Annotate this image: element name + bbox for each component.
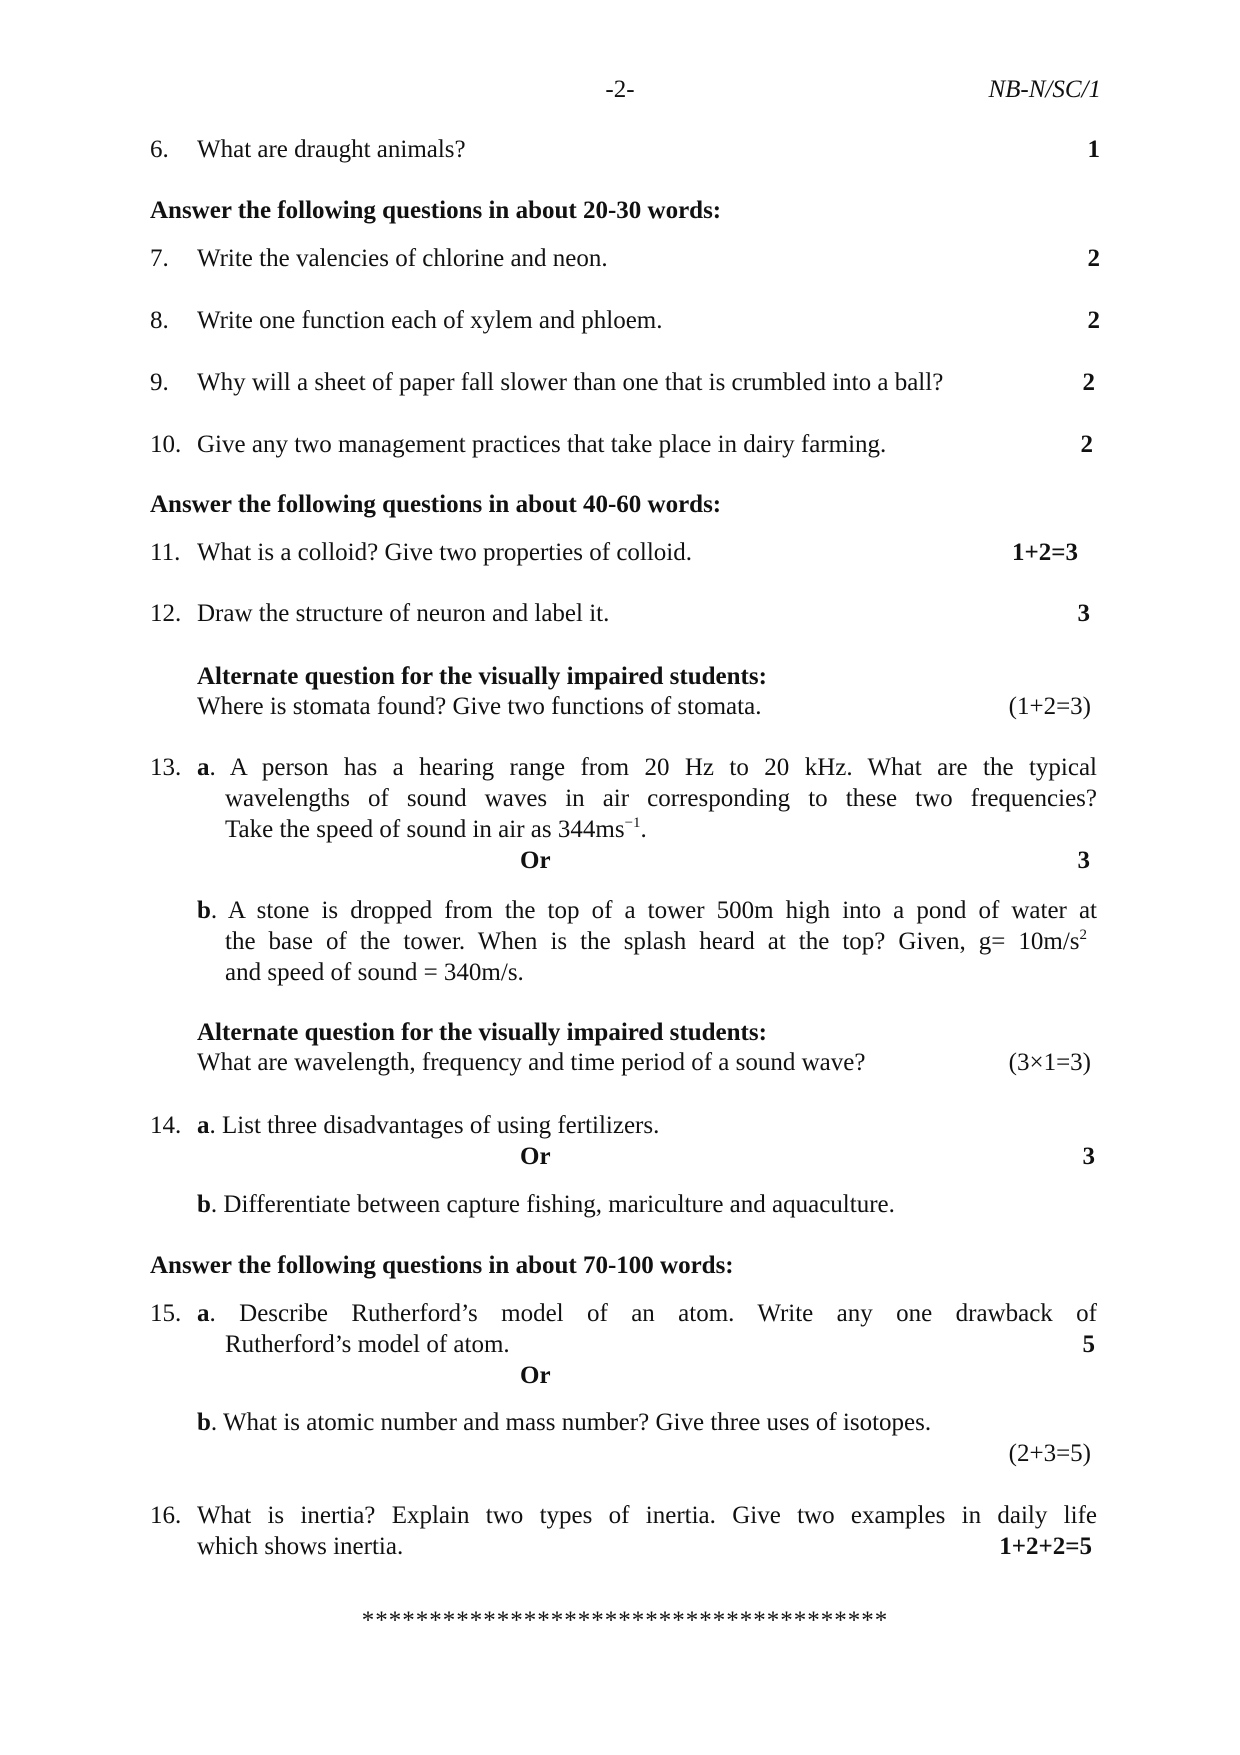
q11-text: What is a colloid? Give two properties of colloid.: [197, 539, 693, 566]
q15a-line1: a. Describe Rutherford’s model of an atom. Write any one drawback of: [197, 1300, 1097, 1327]
q13a-label: a: [197, 754, 210, 781]
q6-number: 6.: [150, 136, 169, 163]
q13a-line2: wavelengths of sound waves in air corresponding to these two frequencies?: [225, 785, 1097, 812]
page-number: -2-: [605, 76, 635, 103]
q10-text: Give any two management practices that take place in dairy farming.: [197, 431, 887, 458]
q13b-line2: the base of the tower. When is the splash heard at the top? Given, $g= 10m/s^2$: [225, 927, 1087, 955]
q15b-label: b: [197, 1409, 211, 1436]
q6-marks: 1: [1087, 136, 1100, 163]
q7-marks: 2: [1087, 245, 1100, 272]
q15b-marks: (2+3=5): [1008, 1440, 1091, 1467]
q12-alternate-marks: (1+2=3): [1008, 693, 1091, 720]
q13-number: 13.: [150, 754, 182, 781]
q7-text: Write the valencies of chlorine and neon.: [197, 245, 608, 272]
q8-marks: 2: [1087, 307, 1100, 334]
q13-marks: 3: [1077, 847, 1090, 874]
q14-or: Or: [520, 1143, 551, 1170]
q16-line2: which shows inertia.: [197, 1533, 404, 1560]
q15-number: 15.: [150, 1300, 182, 1327]
q13-alternate-text: What are wavelength, frequency and time period of a sound wave?: [197, 1049, 866, 1076]
q13a-line1: a. A person has a hearing range from 20 Hz to 20 kHz. What are the typical: [197, 754, 1097, 781]
q15a-label: a: [197, 1300, 210, 1327]
q12-alternate-heading: Alternate question for the visually impaired students:: [197, 663, 767, 690]
q14b-text: b. Differentiate between capture fishing, mariculture and aquaculture.: [197, 1191, 895, 1218]
q15b-text: b. What is atomic number and mass number? Give three uses of isotopes.: [197, 1409, 932, 1436]
q11-number: 11.: [150, 539, 181, 566]
q15a-line2: Rutherford’s model of atom.: [225, 1331, 510, 1358]
q15a-marks: 5: [1082, 1331, 1095, 1358]
q13a-line3: Take the speed of sound in air as $344ms^{-1}$.: [225, 815, 647, 843]
q8-number: 8.: [150, 307, 169, 334]
end-of-paper-stars: ***************************************: [361, 1607, 889, 1634]
q12-text: Draw the structure of neuron and label it.: [197, 600, 610, 627]
q10-number: 10.: [150, 431, 182, 458]
q13-or: Or: [520, 847, 551, 874]
q14a-label: a: [197, 1112, 210, 1139]
q9-text: Why will a sheet of paper fall slower than one that is crumbled into a ball?: [197, 369, 944, 396]
q14a-text: a. List three disadvantages of using fertilizers.: [197, 1112, 660, 1139]
q14-number: 14.: [150, 1112, 182, 1139]
q12-number: 12.: [150, 600, 182, 627]
q14b-label: b: [197, 1191, 211, 1218]
q15-or: Or: [520, 1362, 551, 1389]
q8-text: Write one function each of xylem and phloem.: [197, 307, 663, 334]
q11-marks: 1+2=3: [1012, 539, 1078, 566]
q16-marks: 1+2+2=5: [999, 1533, 1092, 1560]
q16-line1: What is inertia? Explain two types of inertia. Give two examples in daily life: [197, 1502, 1097, 1529]
q13b-label: b: [197, 897, 211, 924]
paper-code: NB-N/SC/1: [988, 76, 1101, 103]
q9-number: 9.: [150, 369, 169, 396]
q9-marks: 2: [1082, 369, 1095, 396]
q13b-line1: b. A stone is dropped from the top of a tower 500m high into a pond of water at: [197, 897, 1097, 924]
q10-marks: 2: [1080, 431, 1093, 458]
q13b-line3: and speed of sound = 340m/s.: [225, 959, 524, 986]
q13-alternate-heading: Alternate question for the visually impaired students:: [197, 1019, 767, 1046]
q13-alternate-marks: (3×1=3): [1008, 1049, 1091, 1076]
q16-number: 16.: [150, 1502, 182, 1529]
q12-marks: 3: [1077, 600, 1090, 627]
q6-text: What are draught animals?: [197, 136, 466, 163]
section-heading-40-60: Answer the following questions in about 40-60 words:: [150, 491, 722, 518]
q12-alternate-text: Where is stomata found? Give two functions of stomata.: [197, 693, 762, 720]
q14-marks: 3: [1082, 1143, 1095, 1170]
section-heading-70-100: Answer the following questions in about 70-100 words:: [150, 1252, 734, 1279]
q7-number: 7.: [150, 245, 169, 272]
section-heading-20-30: Answer the following questions in about 20-30 words:: [150, 197, 722, 224]
